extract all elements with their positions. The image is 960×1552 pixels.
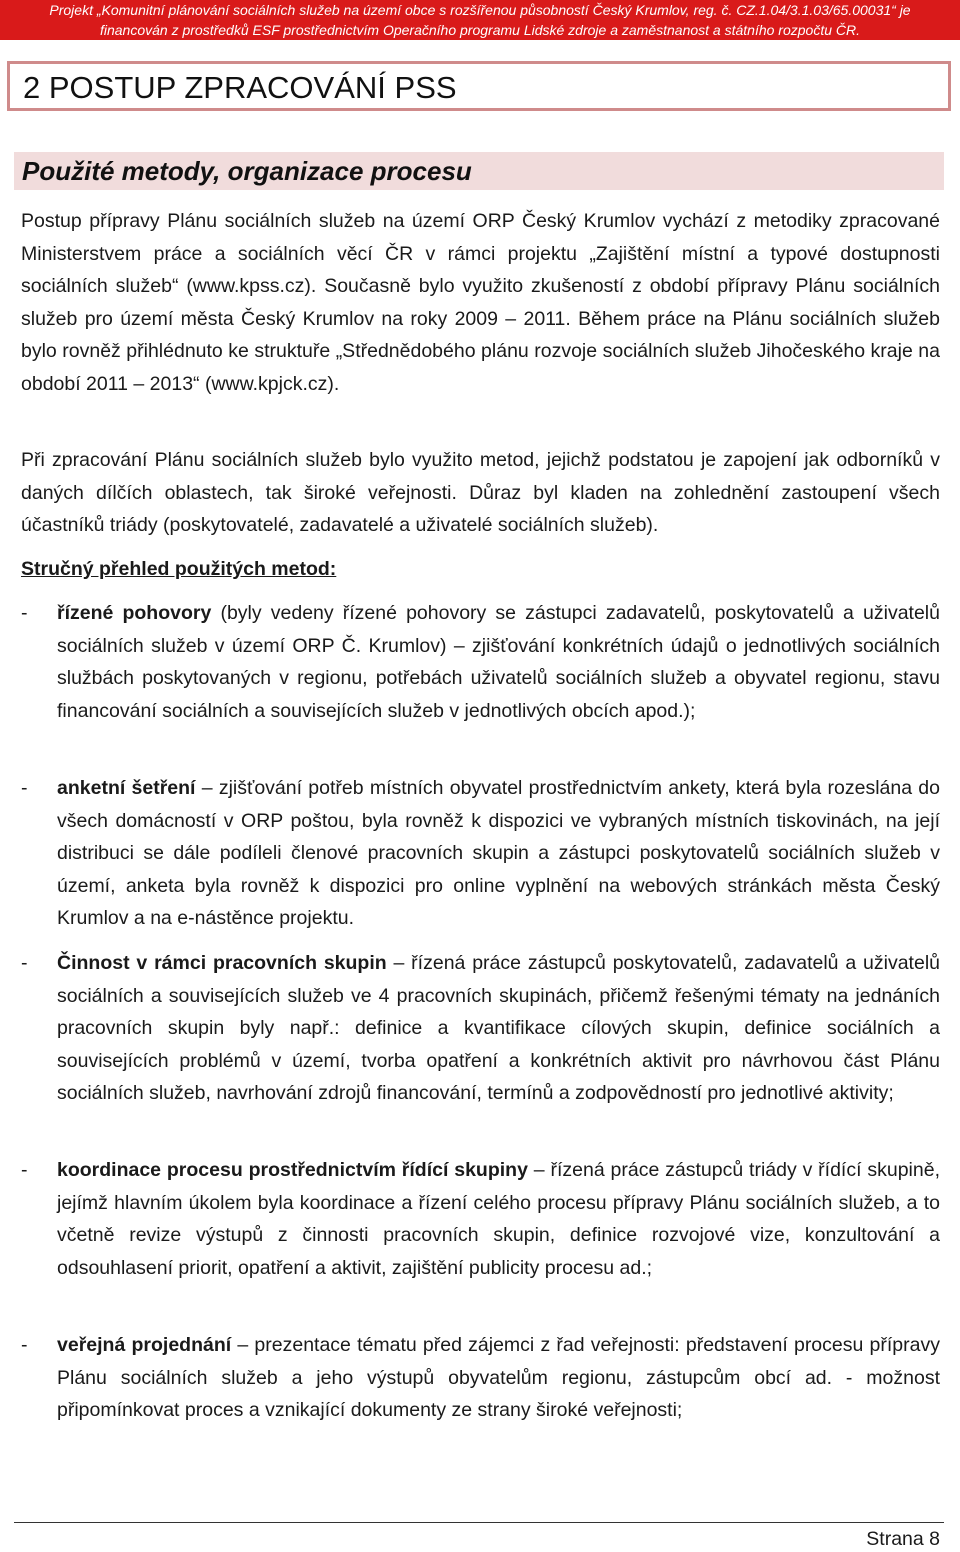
chapter-heading-box xyxy=(7,61,951,111)
bullet-dash: - xyxy=(21,602,28,624)
method-description: – řízená práce zástupců poskytovatelů, zadavatelů a uživatelů sociálních a souvisejících služeb ve 4 pracovních skupinách, přičemž řešenými tématy na jednáních pracovních skupin byly např.: definice a kvantifikace cílových skupin, definice sociálních a souvisejících problémů v území, tvorba opatření a konkrétních aktivit pro návrhovou část Plánu sociálních služeb, navrhování zdrojů financování, termínů a zodpovědností pro jednotlivé aktivity; xyxy=(57,952,940,1104)
method-term: anketní šetření xyxy=(57,777,196,799)
section-heading-band xyxy=(14,152,944,190)
bullet-dash: - xyxy=(21,952,28,974)
header-line-1: Projekt „Komunitní plánování sociálních služeb na území obce s rozšířenou působností Český Krumlov, reg. č. CZ.1.04/3.1.03/65.00031“ je xyxy=(49,2,911,18)
methods-paragraph: Při zpracování Plánu sociálních služeb bylo využito metod, jejichž podstatou je zapojení jak odborníků v daných dílčích oblastech, tak široké veřejnosti. Důraz byl kladen na zohlednění zastoupení všech účastníků triády (poskytovatelé, zadavatelé a uživatelé sociálních služeb). xyxy=(21,449,940,536)
footer-divider xyxy=(14,1522,944,1523)
section-title: Použité metody, organizace procesu xyxy=(22,156,472,186)
method-item-working-groups xyxy=(21,947,940,1110)
method-term: Činnost v rámci pracovních skupin xyxy=(57,952,387,974)
method-item-steering-group xyxy=(21,1154,940,1284)
method-description: – zjišťování potřeb místních obyvatel prostřednictvím ankety, která byla rozeslána do všech domácností v ORP poštou, byla rovněž k dispozici ve vybraných místních tiskovinách, na její distribuci se dále podíleli členové pracovních skupin a zástupci poskytovatelů sociálních služeb v území, anketa byla rovněž k dispozici pro online vyplnění na webových stránkách města Český Krumlov a na e-nástěnce projektu. xyxy=(57,777,941,929)
method-item-survey xyxy=(21,772,940,935)
header-line-2: financován z prostředků ESF prostřednictvím Operačního programu Lidské zdroje a zaměstnanost a státního rozpočtu ČR. xyxy=(99,22,860,38)
method-term: veřejná projednání xyxy=(57,1334,232,1356)
bullet-dash: - xyxy=(21,777,28,799)
document-header xyxy=(0,0,960,40)
method-item-interviews xyxy=(21,597,940,727)
method-description: – řízená práce zástupců triády v řídící skupině, jejímž hlavním úkolem byla koordinace a řízení celého procesu přípravy Plánu sociálních služeb, a to včetně revize výstupů z činnosti pracovních skupin, definice rozvojové vize, konzultování a odsouhlasení priorit, opatření a aktivit, zajištění publicity procesu ad.; xyxy=(57,1159,940,1279)
chapter-title: 2 POSTUP ZPRACOVÁNÍ PSS xyxy=(23,70,457,105)
method-item-public-hearings xyxy=(21,1329,940,1427)
method-description: – prezentace tématu před zájemci z řad veřejnosti: představení procesu přípravy Plánu sociálních služeb a jeho výstupů obyvatelům regionu, zástupcům obcí ad. - možnost připomínkovat proces a vznikající dokumenty ze strany široké veřejnosti; xyxy=(57,1334,940,1421)
bullet-dash: - xyxy=(21,1159,28,1181)
bullet-dash: - xyxy=(21,1334,28,1356)
intro-paragraph: Postup přípravy Plánu sociálních služeb na území ORP Český Krumlov vychází z metodiky zpracované Ministerstvem práce a sociálních věcí ČR v rámci projektu „Zajištění místní a typové dostupnosti sociálních služeb“ (www.kpss.cz). Současně bylo využito zkušeností z období přípravy Plánu sociálních služeb pro území města Český Krumlov na roky 2009 – 2011. Během práce na Plánu sociálních služeb bylo rovněž přihlédnuto ke struktuře „Střednědobého plánu rozvoje sociálních služeb Jihočeského kraje na období 2011 – 2013“ (www.kpjck.cz). xyxy=(21,210,940,395)
page-number: Strana 8 xyxy=(866,1528,940,1550)
method-term: řízené pohovory xyxy=(57,602,212,624)
methods-overview-heading: Stručný přehled použitých metod: xyxy=(21,558,337,580)
method-term: koordinace procesu prostřednictvím řídící skupiny xyxy=(57,1159,528,1181)
method-description: (byly vedeny řízené pohovory se zástupci zadavatelů, poskytovatelů a uživatelů sociálních služeb v území ORP Č. Krumlov) – zjišťování konkrétních údajů o jednotlivých sociálních službách poskytovaných v regionu, potřebách uživatelů sociálních služeb a obyvatel regionu, stavu financování sociálních a souvisejících služeb v jednotlivých obcích apod.); xyxy=(57,602,940,722)
